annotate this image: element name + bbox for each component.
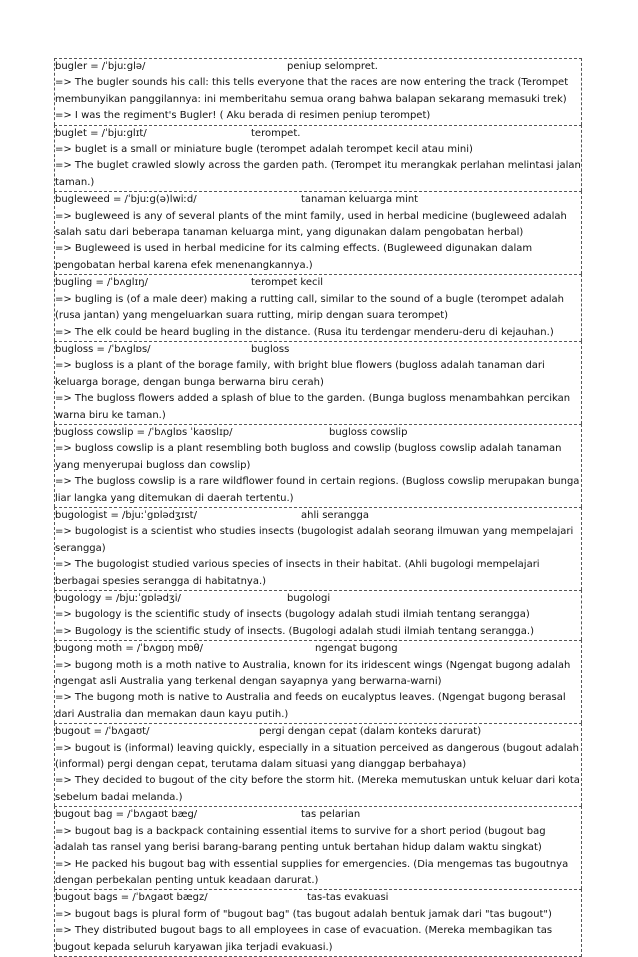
entry-line: => bugologist is a scientist who studies insects (bugologist adalah seorang ilmuwan yang mempelajari serangga) <box>55 526 574 554</box>
entry-headline <box>55 807 581 823</box>
entry-translation: bugloss <box>251 343 290 355</box>
entry-translation: bugologi <box>287 593 331 604</box>
entry-bugleweed <box>54 191 582 274</box>
entry-headline <box>55 425 581 441</box>
entry-bugloss-cowslip <box>54 424 582 507</box>
entry-line: => The elk could be heard bugling in the distance. (Rusa itu terdengar menderu-deru di kejauhan.) <box>55 326 554 338</box>
entry-line: => He packed his bugout bag with essential supplies for emergencies. (Dia mengemas tas bugoutnya dengan perbekalan penting untuk keadaan darurat.) <box>55 858 569 886</box>
entry-line: => bugong moth is a moth native to Australia, known for its iridescent wings (Ngengat bugong adalah ngengat asli Australia yang terkenal dengan sayapnya yang berwarna-warni) <box>55 659 571 688</box>
entry-term: bugology = /bjuːˈgɒlədʒi/ <box>55 593 181 604</box>
entry-translation: ahli serangga <box>301 509 369 521</box>
entry-line: => bugout bags is plural form of "bugout bag" (tas bugout adalah bentuk jamak dari "tas bugout") <box>55 908 552 920</box>
entry-line: => bugloss cowslip is a plant resembling both bugloss and cowslip (bugloss cowslip adalah tanaman yang menyerupai bugloss dan cowslip) <box>55 443 562 471</box>
entry-term: bugler = /ˈbjuːglə/ <box>55 61 146 72</box>
entry-translation: terompet kecil <box>251 277 324 289</box>
entry-bugling <box>54 274 582 341</box>
entry-term: bugong moth = /ˈbʌgɒŋ mɒθ/ <box>55 643 204 655</box>
entry-translation: pergi dengan cepat (dalam konteks darurat) <box>259 726 482 738</box>
entry-translation: tas-tas evakuasi <box>307 892 389 904</box>
entry-line: => bugloss is a plant of the borage family, with bright blue flowers (bugloss adalah tanaman dari keluarga borage, dengan bunga berwarna biru cerah) <box>55 360 545 388</box>
entry-term: bugling = /ˈbʌglɪŋ/ <box>55 277 148 289</box>
dictionary-page <box>54 58 582 957</box>
entry-translation: bugloss cowslip <box>329 426 408 438</box>
entry-bugology <box>54 590 582 640</box>
entry-headline <box>55 724 581 740</box>
entry-line: => The bugloss cowslip is a rare wildflower found in certain regions. (Bugloss cowslip merupakan bunga liar langka yang ditemukan di daerah tertentu.) <box>55 476 580 504</box>
entry-term: bugout bag = /ˈbʌgaʊt bæg/ <box>55 809 198 821</box>
entry-translation: tas pelarian <box>301 809 361 821</box>
entry-bugong-moth <box>54 640 582 723</box>
entry-term: bugleweed = /ˈbjuːg(ə)lwiːd/ <box>55 194 197 206</box>
entry-line: => The bugler sounds his call: this tells everyone that the races are now entering the track (Terompet membunyikan panggilannya: ini memberitahu semua orang bahwa balapan sekarang memasuki trek) <box>55 77 569 105</box>
entry-bugloss <box>54 341 582 424</box>
entry-headline <box>55 641 581 657</box>
entry-headline <box>55 890 581 906</box>
entry-bugout-bags <box>54 889 582 957</box>
entry-bugout <box>54 723 582 806</box>
entry-term: bugout = /ˈbʌgaʊt/ <box>55 726 150 738</box>
entry-line: => The bugloss flowers added a splash of blue to the garden. (Bunga bugloss menambahkan percikan warna biru ke taman.) <box>55 393 571 421</box>
entry-line: => Bugleweed is used in herbal medicine for its calming effects. (Bugleweed digunakan dalam pengobatan herbal karena efek menenangkannya.) <box>55 243 533 271</box>
entry-translation: ngengat bugong <box>315 643 398 655</box>
entry-line: => The buglet crawled slowly across the garden path. (Terompet itu merangkak perlahan melintasi jalan taman.) <box>55 160 581 188</box>
entry-headline <box>55 342 581 358</box>
entry-line: => bugout bag is a backpack containing essential items to survive for a short period (bugout bag adalah tas ransel yang berisi barang-barang penting untuk bertahan hidup dalam waktu singkat) <box>55 825 546 854</box>
entry-translation: terompet. <box>251 127 301 139</box>
entry-line: => The bugologist studied various species of insects in their habitat. (Ahli bugologi mempelajari berbagai spesies serangga di habitatnya.) <box>55 559 540 587</box>
entry-headline <box>55 508 581 524</box>
entry-headline <box>55 59 581 75</box>
entry-headline <box>55 275 581 291</box>
entry-headline <box>55 591 581 607</box>
entry-line: => Bugology is the scientific study of insects. (Bugologi adalah studi ilmiah tentang serangga.) <box>55 625 534 637</box>
entry-translation: peniup selompret. <box>287 61 378 72</box>
entry-line: => bugology is the scientific study of insects (bugology adalah studi ilmiah tentang serangga) <box>55 609 530 621</box>
entry-term: bugloss cowslip = /ˈbʌglɒs ˈkaʊslɪp/ <box>55 426 233 438</box>
entry-line: => bugleweed is any of several plants of the mint family, used in herbal medicine (bugleweed adalah salah satu dari beberapa tanaman keluarga mint, yang digunakan dalam pengobatan herbal) <box>55 210 567 239</box>
entry-term: bugloss = /ˈbʌglɒs/ <box>55 343 151 355</box>
entry-bugologist <box>54 507 582 590</box>
entry-term: buglet = /ˈbjuːglɪt/ <box>55 127 147 139</box>
entry-translation: tanaman keluarga mint <box>301 194 419 206</box>
entry-line: => bugout is (informal) leaving quickly, especially in a situation perceived as dangerous (bugout adalah (informal) pergi dengan cepat, terutama dalam situasi yang dianggap berbahaya) <box>55 742 579 771</box>
entry-buglet <box>54 125 582 192</box>
entry-line: => The bugong moth is native to Australia and feeds on eucalyptus leaves. (Ngengat bugong berasal dari Australia dan memakan daun kayu putih.) <box>55 692 566 720</box>
entry-headline <box>55 126 581 142</box>
entry-line: => buglet is a small or miniature bugle (terompet adalah terompet kecil atau mini) <box>55 144 473 156</box>
entry-bugout-bag <box>54 806 582 889</box>
entry-line: => They decided to bugout of the city before the storm hit. (Mereka memutuskan untuk keluar dari kota sebelum badai melanda.) <box>55 775 580 803</box>
entry-line: => I was the regiment's Bugler! ( Aku berada di resimen peniup terompet) <box>55 110 431 122</box>
entry-bugler <box>54 58 582 125</box>
entry-line: => They distributed bugout bags to all employees in case of evacuation. (Mereka membagikan tas bugout kepada seluruh karyawan jika terjadi evakuasi.) <box>55 925 553 953</box>
entry-term: bugologist = /bjuːˈgɒlədʒɪst/ <box>55 509 197 521</box>
entry-term: bugout bags = /ˈbʌgaʊt bægz/ <box>55 892 208 904</box>
entry-line: => bugling is (of a male deer) making a rutting call, similar to the sound of a bugle (terompet adalah (rusa jantan) yang mengeluarkan suara rutting, mirip dengan suara terompet) <box>55 293 564 322</box>
entry-headline <box>55 192 581 208</box>
